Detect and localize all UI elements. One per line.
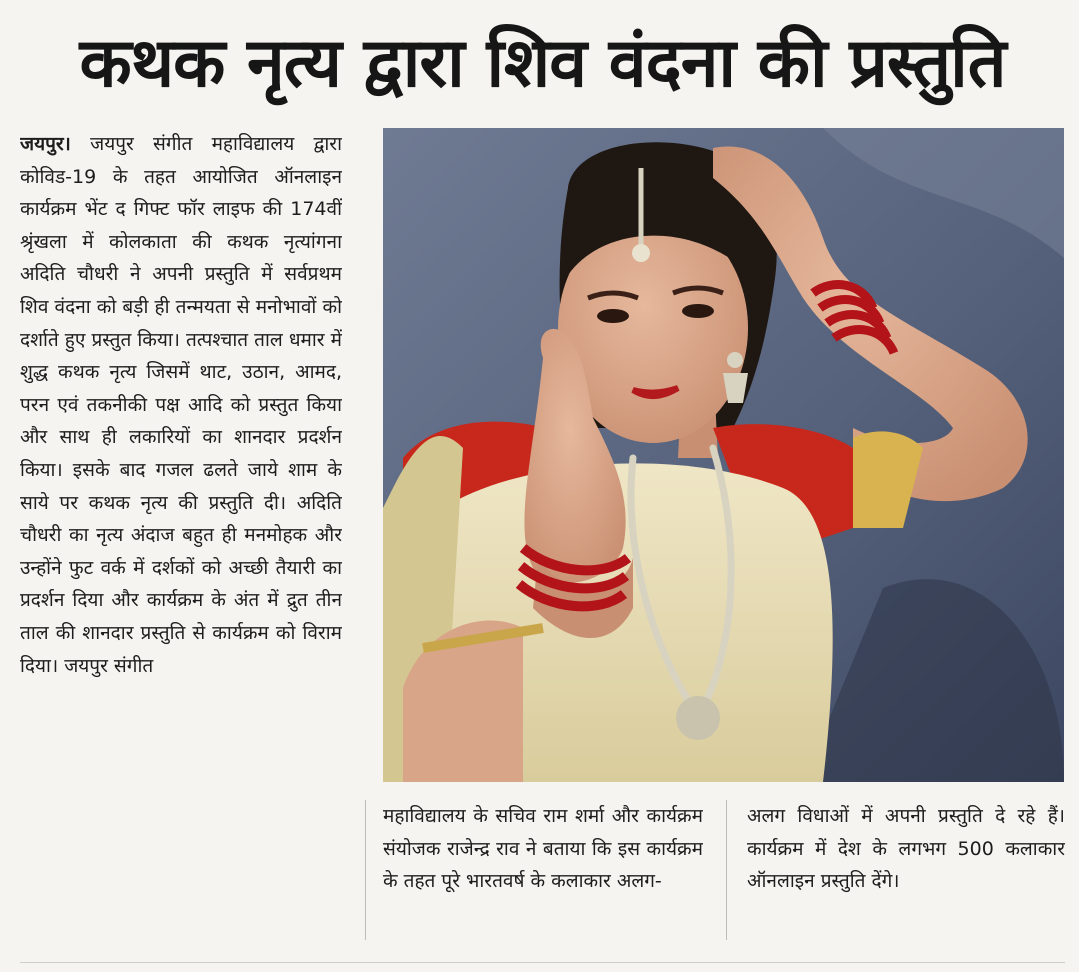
bottom-rule <box>20 962 1065 963</box>
dateline: जयपुर। <box>20 133 71 155</box>
article-column-left <box>20 128 342 948</box>
column-rule-1 <box>365 800 366 940</box>
article-body-middle: महाविद्यालय के सचिव राम शर्मा और कार्यक्रम संयोजक राजेन्द्र राव ने बताया कि इस कार्यक्रम के तहत पूरे भारतवर्ष के कलाकार अलग- <box>383 805 703 893</box>
article-body-left <box>20 128 342 682</box>
article-text-left: जयपुर संगीत महाविद्यालय द्वारा कोविड-19 के तहत आयोजित ऑनलाइन कार्यक्रम भेंट द गिफ्ट फॉर लाइफ की 174वीं श्रृंखला में कोलकाता की कथक नृत्यांगना अदिति चौधरी ने अपनी प्रस्तुति में सर्वप्रथम शिव वंदना को बड़ी ही तन्मयता से मनोभावों को दर्शाते हुए प्रस्तुत किया। तत्पश्चात ताल धमार में शुद्ध कथक नृत्य जिसमें थाट, उठान, आमद, परन एवं तकनीकी पक्ष आदि को प्रस्तुत किया और साथ ही लकारियों का शानदार प्रदर्शन किया। इसके बाद गजल ढलते जाये शाम के साये पर कथक नृत्य की प्रस्तुति दी। अदिति चौधरी का नृत्य अंदाज बहुत ही मनमोहक और उन्होंने फुट वर्क में दर्शकों को अच्छी तैयारी का प्रदर्शन दिया और कार्यक्रम के अंत में द्रुत तीन ताल की शानदार प्रस्तुति से कार्यक्रम को विराम दिया। जयपुर संगीत <box>20 133 342 677</box>
article-column-middle <box>383 800 703 950</box>
headline: कथक नृत्य द्वारा शिव वंदना की प्रस्तुति <box>79 24 1006 103</box>
dancer-photo <box>383 128 1064 782</box>
article-column-right <box>747 800 1065 950</box>
article-body-right: अलग विधाओं में अपनी प्रस्तुति दे रहे हैं। कार्यक्रम में देश के लगभग 500 कलाकार ऑनलाइन प्रस्तुति देंगे। <box>747 805 1065 893</box>
column-rule-2 <box>726 800 727 940</box>
